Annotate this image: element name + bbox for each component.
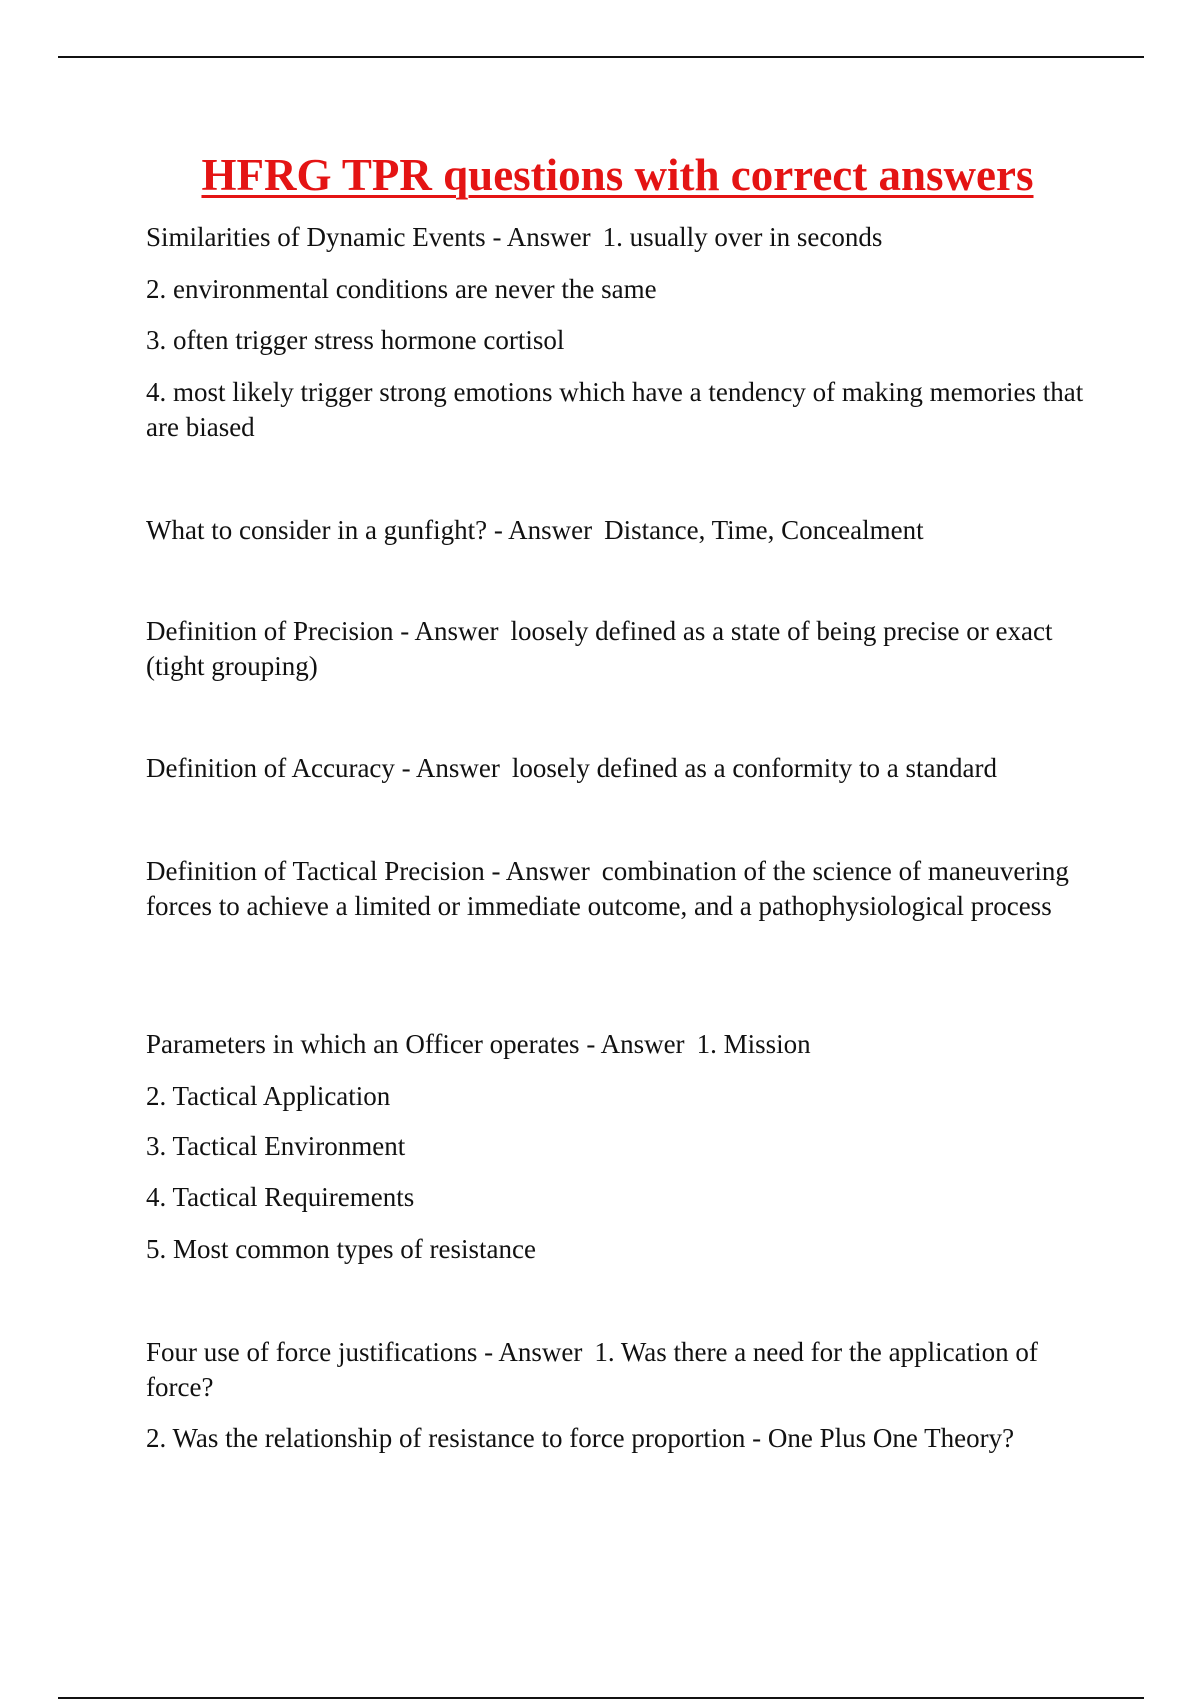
answer-text: 1. Mission: [696, 1029, 811, 1059]
qa-item: [146, 751, 1096, 786]
answer-text: 1. Was there a need for the application of force?: [146, 1337, 1038, 1402]
qa-item: [146, 220, 1096, 255]
answer-text: combination of the science of maneuvering forces to achieve a limited or immediate outcome, and a pathophysiological process: [146, 856, 1069, 921]
answer-text: loosely defined as a conformity to a standard: [511, 753, 997, 783]
question-text: What to consider in a gunfight? - Answer: [146, 515, 593, 545]
qa-item: [146, 1027, 1096, 1062]
qa-item: [146, 1335, 1096, 1405]
answer-text: loosely defined as a state of being precise or exact (tight grouping): [146, 616, 1053, 681]
document-title: HFRG TPR questions with correct answers: [201, 150, 1034, 200]
answer-line: 2. Tactical Application: [146, 1081, 391, 1111]
top-rule: [58, 56, 1144, 58]
answer-line: 4. Tactical Requirements: [146, 1182, 415, 1212]
answer-line: 3. often trigger stress hormone cortisol: [146, 325, 565, 355]
question-text: Definition of Precision - Answer: [146, 616, 499, 646]
answer-line: 4. most likely trigger strong emotions which have a tendency of making memories that are biased: [146, 377, 1084, 442]
answer-line: 3. Tactical Environment: [146, 1131, 406, 1161]
question-text: Similarities of Dynamic Events - Answer: [146, 222, 591, 252]
bottom-rule: [58, 1697, 1144, 1699]
question-text: Definition of Accuracy - Answer: [146, 753, 500, 783]
question-text: Definition of Tactical Precision - Answer: [146, 856, 590, 886]
question-text: Parameters in which an Officer operates - Answer: [146, 1029, 685, 1059]
qa-item: [146, 513, 1096, 548]
answer-line: 2. environmental conditions are never the same: [146, 274, 657, 304]
qa-item: [146, 614, 1096, 684]
answer-text: Distance, Time, Concealment: [604, 515, 924, 545]
answer-text: 1. usually over in seconds: [602, 222, 883, 252]
answer-line: 2. Was the relationship of resistance to force proportion - One Plus One Theory?: [146, 1423, 1015, 1453]
answer-line: 5. Most common types of resistance: [146, 1234, 536, 1264]
qa-item: [146, 854, 1096, 924]
question-text: Four use of force justifications - Answer: [146, 1337, 583, 1367]
